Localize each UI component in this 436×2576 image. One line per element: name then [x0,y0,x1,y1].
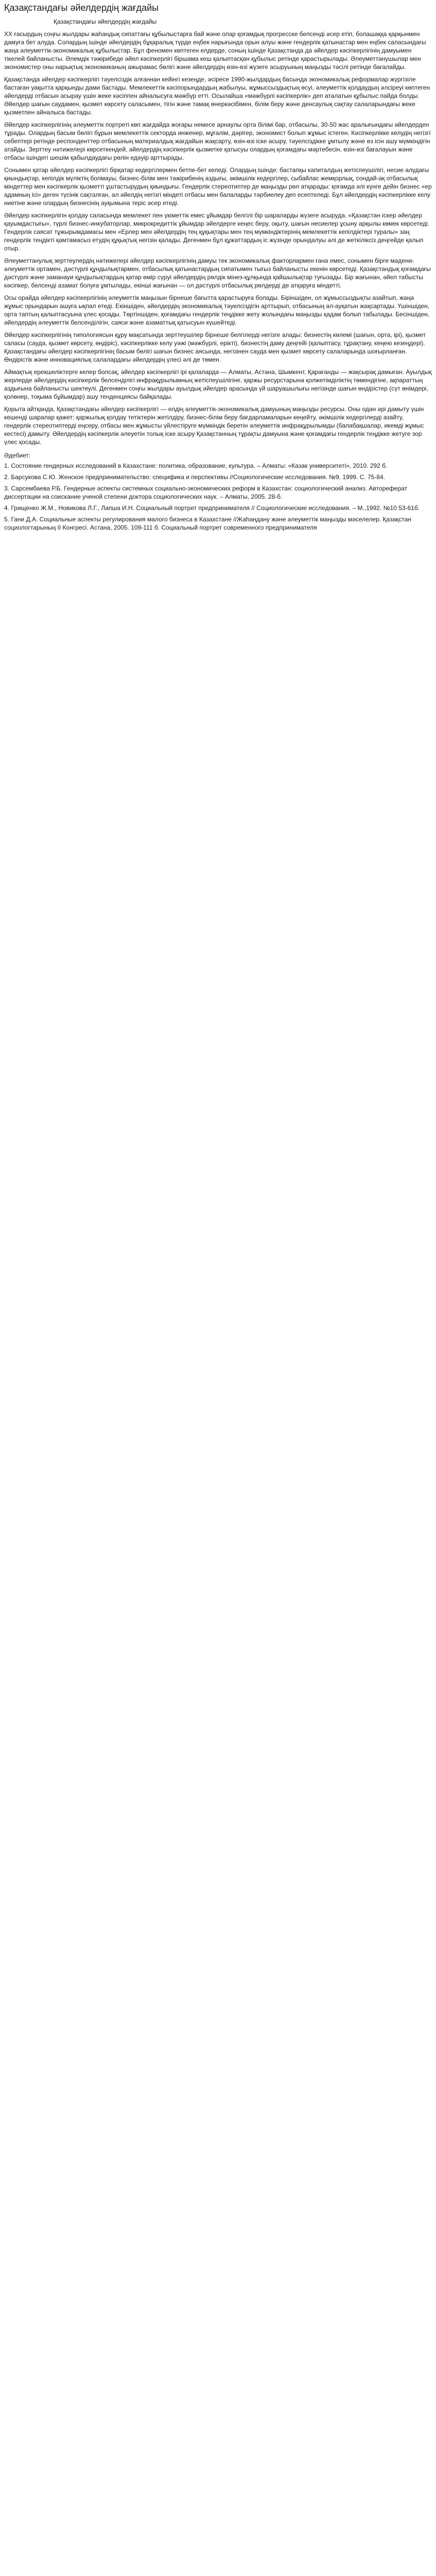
body-paragraph: Әйелдер кәсіпкерлігін қолдау саласында мемлекет пен үкіметтік емес ұйымдар белгілі бір шараларды жүзеге асыруда. «Қазақстан іскер әйелдер қауымдастығы», түрлі бизнес-инкубаторлар, микрокредиттік ұйымдар әйелдерге кеңес беру, оқыту, шағын несиелер ұсыну арқылы көмек көрсетеді. Гендерлік саясат тұжырымдамасы мен «Ерлер мен әйелдердің тең құқықтары мен тең мүмкіндіктерінің мемлекеттік кепілдіктері туралы» заң гендерлік теңдікті қамтамасыз етудің құқықтық негізін қалады. Дегенмен бұл құжаттардың іс жүзінде орындалуы әлі де жеткіліксіз деңгейде қалып отыр. [4,212,431,252]
document-subtitle: Қазақстандағы әйелдердің жағдайы [54,18,157,25]
body-paragraph: Әйелдер кәсіпкерлігінің типологиясын құру мақсатында зерттеушілер бірнеше белгілерді негізге алады: бизнестің көлемі (шағын, орта, ірі), қызмет саласы (сауда, қызмет көрсету, өндіріс), кәсіпкерлікке келу уәжі (мәжбүрлі, ерікті), бизнестің даму деңгейі (қалыптасу, тұрақтану, кеңею кезеңдері). Қазақстандағы әйелдер кәсіпкерлігінің басым бөлігі шағын бизнес аясында, негізінен сауда мен қызмет көрсету салаларында шоғырланған. Өндірістік және инновациялық салалардағы әйелдердің үлесі әлі де төмен. [4,331,428,363]
reference-item: 4. Грищенко Ж.М., Новикова Л.Г., Лапша И.Н. Социальный портрет предпринимателя // Социологические исследования. – М.,1992. №10 53-61б. [4,504,420,512]
reference-item: 3. Сарсембаева Р.Б. Гендерные аспекты системных социально-экономических реформ в Казахстан: социологический анализ. Автореферат диссертации на соискание ученой степени доктора социологических наук. – Алматы, 2005. 28-б. [4,485,408,500]
body-paragraph: Әйелдер кәсіпкерлігінің әлеуметтік портреті көп жағдайда жоғары немесе арнаулы орта білімі бар, отбасылы, 30-50 жас аралығындағы әйелдерден тұрады. Олардың басым бөлігі бұрын мемлекеттік секторда инженер, мұғалім, дәрігер, экономист болып жұмыс істеген. Кәсіпкерлікке келудің негізгі себептері ретінде респонденттер отбасының материалдық жағдайын жақсарту, өзін-өзі іске асыру, тәуелсіздікке ұмтылу және өз ісін ашу мүмкіндігін атайды. Зерттеу нәтижелері көрсеткендей, әйелдердің кәсіпкерлік қызметке қатысуы олардың қоғамдағы мәртебесін, өзін-өзі бағалауын және отбасы ішіндегі шешім қабылдаудағы рөлін едәуір арттырады. [4,121,432,161]
reference-item: 2. Барсукова С.Ю. Женское предпринимательство: специфика и перспективы //Социологические исследования. №9. 1999. С. 75-84. [4,473,386,481]
body-paragraph: Қазақстанда әйелдер кәсіпкерлігі тәуелсіздік алғаннан кейінгі кезеңде, әсіресе 1990-жылдардың басында экономикалық реформалар жүргізіле бастаған уақытта қарқынды дами бастады. Мемлекеттік кәсіпорындардың жабылуы, жұмыссыздықтың өсуі, әлеуметтік қолдаудың әлсіреуі көптеген әйелдерді отбасын асырау үшін жеке кәсіппен айналысуға мәжбүр етті. Осылайша «мәжбүрлі кәсіпкерлік» деп аталатын құбылыс пайда болды. Әйелдер шағын саудамен, қызмет көрсету саласымен, тігін және тамақ өнеркәсібімен, білім беру және денсаулық сақтау салаларындағы жеке қызметпен айналыса бастады. [4,76,432,116]
body-paragraph: Сонымен қатар әйелдер кәсіпкерлігі бірқатар кедергілермен бетпе-бет келеді. Олардың ішінде: бастапқы капиталдың жетіспеушілігі, несие алудағы қиындықтар, кепілдік мүліктің болмауы, бизнес-білім мен тәжірибенің аздығы, әкімшілік кедергілер, сыбайлас жемқорлық, сондай-ақ отбасылық міндеттер мен кәсіпкерлік қызметті ұштастырудың қиындығы. Гендерлік стереотиптер де маңызды рөл атқарады: қоғамда әлі күнге дейін бизнес «ер адамның ісі» деген түсінік сақталған, ал әйелдің негізгі міндеті отбасы мен балаларды тәрбиелеу деп есептеледі. Бұл әйелдердің кәсіпкерлікке келу ниетіне және олардың бизнесінің ауқымына теріс әсер етеді. [4,166,434,207]
body-paragraph: Осы орайда әйелдер кәсіпкерлігінің әлеуметтік маңызын бірнеше бағытта қарастыруға болады. Біріншіден, ол жұмыссыздықты азайтып, жаңа жұмыс орындарын ашуға ықпал етеді. Екіншіден, әйелдердің экономикалық тәуелсіздігін арттырып, отбасының әл-ауқатын жақсартады. Үшіншіден, орта таптың қалыптасуына үлес қосады. Төртіншіден, қоғамдағы гендерлік теңдікке жету жолындағы маңызды қадам болып табылады. Бесіншіден, әйелдердің әлеуметтік белсенділігін, саяси және азаматтық қатысуын күшейтеді. [4,294,431,326]
reference-item: 5. Гани Д.А. Социальные аспекты регулирования малого бизнеса в Казахстане //Жаһандану және әлеуметтік маңызды мәселелер. Қазақстан социологтарының II Конгресі. Астана, 2005. 109-111 б. Социальный портрет современного предпринимателя [4,516,412,531]
references-heading: Әдебиет: [4,452,31,459]
document-page [0,0,436,541]
reference-item: 1. Состояние гендерных исследований в Казахстане: политика, образование, культура. – Алматы: «Казак университеті», 2010. 292 б. [4,462,388,469]
references-section [4,451,432,532]
document-body [4,30,432,446]
body-paragraph: Әлеуметтанулық зерттеулердің нәтижелері әйелдер кәсіпкерлігінің дамуы тек экономикалық факторлармен ғана емес, сонымен бірге мәдени-әлеуметтік ортамен, дәстүрлі құндылықтармен, отбасылық қатынастардың сипатымен тығыз байланысты екенін көрсетеді. Қазақстандық қоғамдағы дәстүрлі және заманауи құндылықтардың қатар өмір сүруі әйелдердің рөлдік мінез-құлқында қайшылықтар туғызады. Бір жағынан, әйел табысты кәсіпкер, белсенді азамат болуға ұмтылады, екінші жағынан — ол дәстүрлі отбасылық рөлдерді де атқаруға міндетті. [4,257,433,289]
body-paragraph: Қорыта айтқанда, Қазақстандағы әйелдер кәсіпкерлігі — елдің әлеуметтік-экономикалық дамуының маңызды ресурсы. Оны одан әрі дамыту үшін кешенді шаралар қажет: қаржылық қолдау тетіктерін жетілдіру, бизнес-білім беру бағдарламаларын кеңейту, әкімшілік кедергілерді азайту, гендерлік стереотиптерді еңсеру, отбасы мен жұмысты үйлестіруге мүмкіндік беретін әлеуметтік инфрақұрылымды (балабақшалар, икемді жұмыс кестесі) дамыту. Әйелдердің кәсіпкерлік әлеуетін толық іске асыру Қазақстанның тұрақты дамуына және қоғамдағы гендерлік теңдікке жетуге зор үлес қосады. [4,405,426,446]
body-paragraph: Аймақтық ерекшеліктерге келер болсақ, әйелдер кәсіпкерлігі ірі қалаларда — Алматы, Астана, Шымкент, Қарағанды — жақсырақ дамыған. Ауылдық жерлерде әйелдердің кәсіпкерлік белсенділігі инфрақұрылымның жетіспеушілігіне, қаржы ресурстарына қолжетімділіктің төмендігіне, ақпараттың аздығына байланысты шектеулі. Дегенмен соңғы жылдары ауылдық әйелдер арасында үй шаруашылығы негізінде шағын өндірістер (сүт өнімдері, қолөнер, тоқыма бұйымдар) ашу тенденциясы байқалады. [4,368,433,400]
body-paragraph: XX ғасырдың соңғы жылдары жаһандық сипаттағы құбылыстарға бай және олар қоғамдық прогресске белсенді әсер етіп, болашаққа қарқынмен дамуға бет алуда. Солардың ішінде әйелдердің бұқаралық түрде еңбек нарығында орын алуы және гендерлік қатынастар мен еңбек саласындағы жаңа әлеуметтік-экономикалық құбылыстар. Бұл феномен көптеген елдерде, соның ішінде Қазақстанда да әйелдер кәсіпкерлігінің дамуымен тікелей байланысты. Әлемдік тәжірибеде әйел кәсіпкерлігі біршама кеш қалыптасқан құбылыс ретінде қарастырылады. Әлеуметтанушылар мен экономистер оны нарықтық экономиканың ажырамас бөлігі және әйелдердің өзін-өзі жүзеге асыруының маңызды тәсілі ретінде бағалайды. [4,30,428,71]
document-title: Қазақстандағы әйелдердің жағдайы [4,3,159,13]
